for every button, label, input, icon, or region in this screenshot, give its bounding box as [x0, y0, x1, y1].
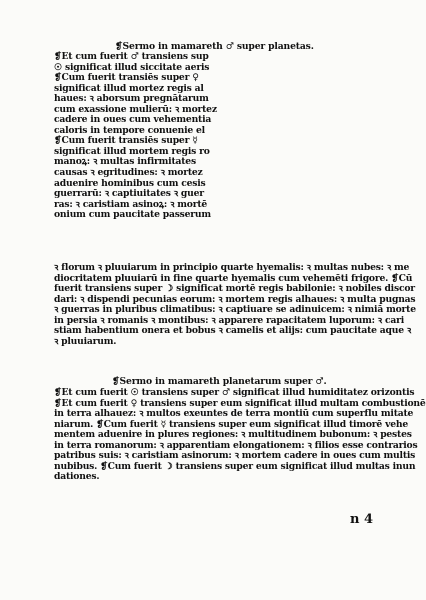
column-text-line: ❡Cum fuerit transiēs super ♀ — [54, 72, 199, 84]
paragraph-text-line: dari: ꝛ dispendi pecunias eorum: ꝛ mortem regis alhaues: ꝛ multa pugnas — [54, 293, 416, 305]
column-text-line: ras: ꝛ caristiam asinoꝝ: ꝛ mortē — [54, 198, 208, 210]
paragraph-text-line: in persia ꝛ romanis ꝛ montibus: ꝛ apparere rapacitatem luporum: ꝛ cari — [54, 314, 405, 326]
paragraph-text-line: in terra romanorum: ꝛ apparentiam elongationem: ꝛ filios esse contrarios — [54, 439, 418, 451]
column-text-line: caloris in tempore conuenie el — [54, 124, 205, 136]
column-text-line: aduenire hominibus cum cesis — [54, 177, 206, 189]
column-text-line: haues: ꝛ aborsum pregnātarum — [54, 93, 209, 105]
column-text-line: significat illud mortez regis al — [54, 82, 204, 94]
column-text-line: cum exassione mulierū: ꝛ mortez — [54, 103, 217, 115]
paragraph-text-line: mentem aduenire in plures regiones: ꝛ multitudinem bubonum: ꝛ pestes — [54, 429, 412, 441]
paragraph-text-line: ꝛ guerras in pluribus climatibus: ꝛ captiuare se adinuicem: ꝛ nimiā morte — [54, 304, 416, 316]
column-text-line: significat illud mortem regis ro — [54, 145, 210, 157]
paragraph-text-line: ❡Et cum fuerit ☉ transiens super ♂ significat illud humiditatez orizontis — [54, 387, 415, 398]
column-text-line: onium cum paucitate passerum — [54, 209, 211, 221]
full-width-text-block-2 — [54, 387, 426, 483]
paragraph-text-line: ❡Et cum fuerit ♀ transiens super eum significat illud multam combustionē — [54, 397, 426, 409]
paragraph-text-line: diocritatem pluuiarū in fine quarte hyemalis cum vehemēti frigore. ❡Cū — [54, 272, 413, 284]
column-text-line: cadere in oues cum vehementia — [54, 114, 212, 126]
paragraph-text-line: dationes. — [54, 471, 100, 483]
column-text-line: ❡Et cum fuerit ♂ transiens sup — [54, 51, 209, 62]
section-heading-1: ❡Sermo in mamareth ♂ super planetas. — [115, 41, 314, 52]
column-text-line: guerrarū: ꝛ captiuitates ꝛ guer — [54, 188, 204, 200]
paragraph-text-line: patribus suis: ꝛ caristiam asinorum: ꝛ mortem cadere in oues cum multis — [54, 450, 416, 462]
paragraph-text-line: stiam habentium onera et bobus ꝛ camelis et alijs: cum paucitate aque ꝛ — [54, 325, 412, 337]
column-text-line: ❡Cum fuerit transiēs super ☿ — [54, 135, 198, 147]
narrow-column-text — [54, 51, 217, 221]
paragraph-text-line: fuerit transiens super ☽ significat mortē regis babilonie: ꝛ nobiles discor — [54, 283, 415, 295]
column-text-line: manoꝝ: ꝛ multas infirmitates — [54, 156, 196, 168]
paragraph-text-line: nubibus. ❡Cum fuerit ☽ transiens super eum significat illud multas inun — [54, 460, 416, 472]
full-width-text-block-1 — [54, 262, 416, 347]
paragraph-text-line: niarum. ❡Cum fuerit ☿ transiens super eum significat illud timorē vehe — [54, 418, 408, 430]
paragraph-text-line: ꝛ pluuiarum. — [54, 335, 117, 347]
section-heading-2: ❡Sermo in mamareth planetarum super ♂. — [112, 376, 327, 387]
column-text-line: causas ꝛ egritudines: ꝛ mortez — [54, 167, 203, 179]
paragraph-text-line: ꝛ florum ꝛ pluuiarum in principio quarte hyemalis: ꝛ multas nubes: ꝛ me — [54, 262, 410, 273]
signature-mark: n 4 — [350, 512, 374, 527]
paragraph-text-line: in terra alhauez: ꝛ multos exeuntes de terra montiū cum superflu mitate — [54, 408, 414, 420]
column-text-line: ☉ significat illud siccitate aeris — [54, 61, 210, 73]
